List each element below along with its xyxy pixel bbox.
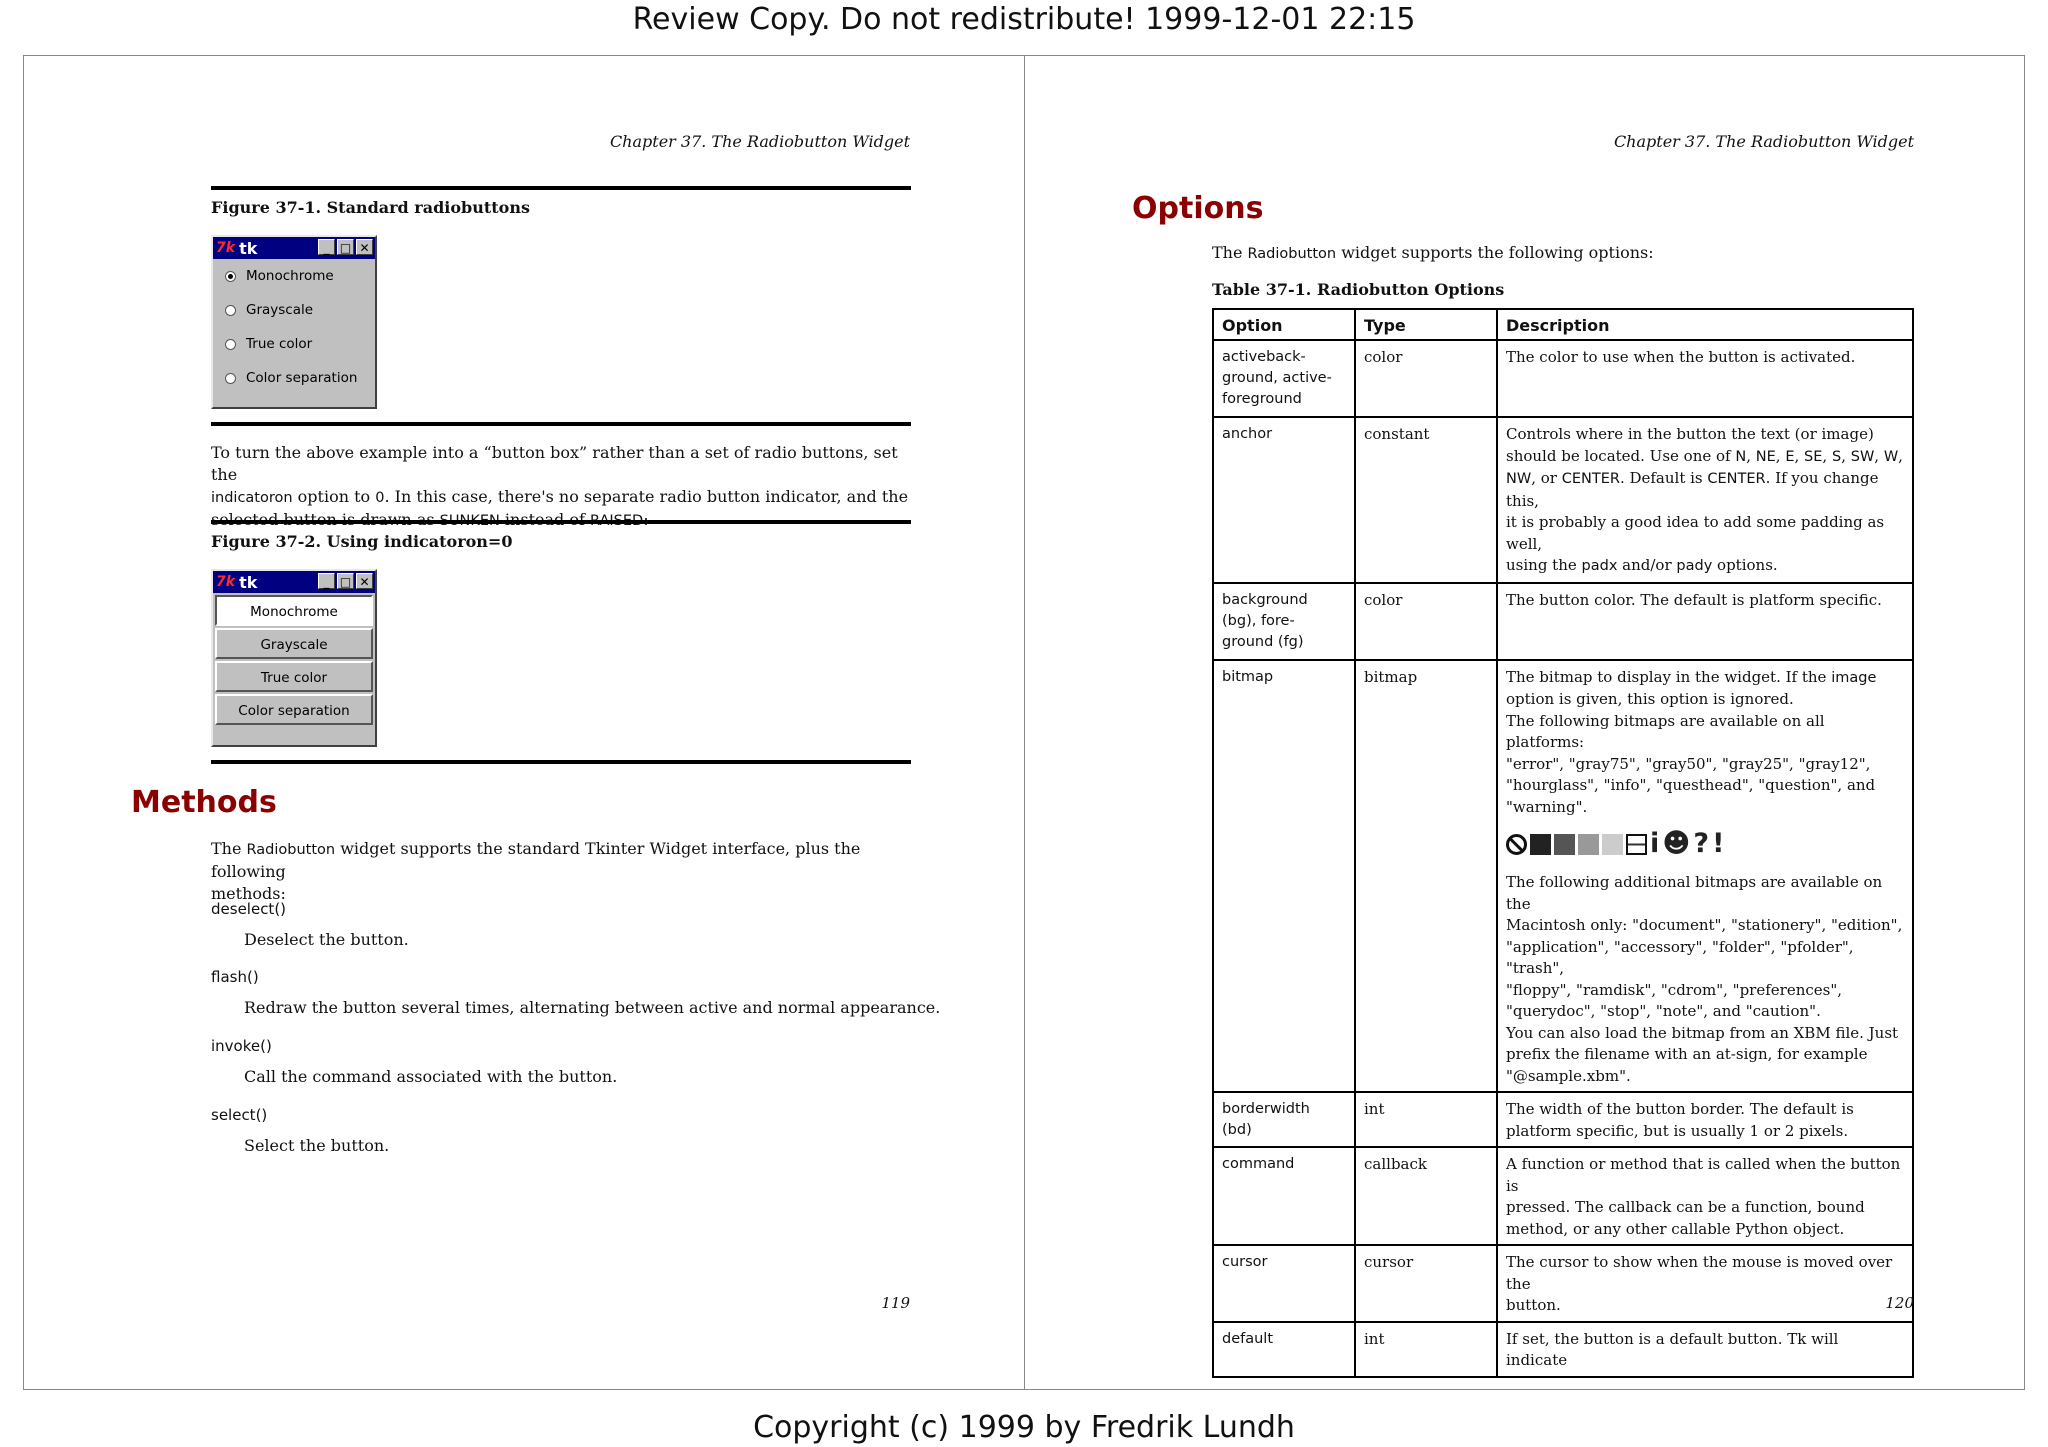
text: methods: xyxy=(211,884,286,903)
description-cell xyxy=(1497,1147,1913,1245)
table-row xyxy=(1213,1245,1913,1322)
methods-intro xyxy=(211,838,911,905)
method-invoke: invoke() xyxy=(211,1037,272,1055)
copyright-banner: Copyright (c) 1999 by Fredrik Lundh xyxy=(753,1410,1295,1445)
question-icon: ? xyxy=(1693,828,1710,859)
text: Macintosh only: "document", "stationery", "edition", xyxy=(1506,916,1903,934)
type-cell: int xyxy=(1355,1092,1497,1147)
text: The xyxy=(211,839,247,858)
text: "hourglass", "info", "questhead", "question", and xyxy=(1506,776,1876,794)
column-header-type: Type xyxy=(1355,309,1497,340)
text: . If you change this, xyxy=(1506,469,1879,510)
code: S xyxy=(1831,448,1842,465)
option-cell xyxy=(1213,583,1355,660)
radio-label: Grayscale xyxy=(246,302,314,318)
warning-icon: ! xyxy=(1712,828,1725,859)
review-copy-banner: Review Copy. Do not redistribute! 1999-12-01 22:15 xyxy=(632,2,1416,37)
tk-window-title: tk xyxy=(239,572,258,592)
text: ground (fg) xyxy=(1222,633,1304,650)
radio-true-color[interactable] xyxy=(213,327,375,361)
tk-title-bar xyxy=(213,571,375,593)
radio-indicator xyxy=(225,339,236,350)
method-deselect-desc: Deselect the button. xyxy=(244,930,409,949)
code: padx xyxy=(1581,558,1618,574)
description-cell xyxy=(1497,660,1913,1093)
close-icon[interactable]: ✕ xyxy=(356,573,373,589)
code: W xyxy=(1883,448,1899,465)
table-title: Table 37-1. Radiobutton Options xyxy=(1212,280,1505,299)
description-cell xyxy=(1497,1092,1913,1147)
error-icon xyxy=(1506,834,1527,855)
options-heading: Options xyxy=(1132,191,1264,226)
option-cell xyxy=(1213,340,1355,417)
code: CENTER xyxy=(1707,471,1766,487)
type-cell: color xyxy=(1355,583,1497,660)
text: options. xyxy=(1712,556,1778,574)
gray75-icon xyxy=(1530,834,1551,855)
type-cell: constant xyxy=(1355,417,1497,583)
button-grayscale[interactable]: Grayscale xyxy=(215,628,373,659)
figure-rule xyxy=(211,760,911,764)
text: borderwidth xyxy=(1222,1101,1310,1117)
text: button. xyxy=(1506,1296,1561,1314)
code: pady xyxy=(1676,558,1713,574)
page-number-left: 119 xyxy=(881,1294,910,1312)
button-color-separation[interactable]: Color separation xyxy=(215,694,373,725)
radio-label: Color separation xyxy=(246,370,358,386)
text: The following additional bitmaps are available on the xyxy=(1506,873,1883,913)
page-divider xyxy=(1024,55,1025,1390)
figure-rule xyxy=(211,520,911,524)
text: method, or any other callable Python object. xyxy=(1506,1219,1845,1238)
text: The cursor to show when the mouse is moved over the xyxy=(1506,1253,1893,1293)
minimize-icon[interactable]: _ xyxy=(318,573,335,589)
text: foreground xyxy=(1222,391,1302,407)
options-table xyxy=(1212,308,1914,1378)
code-image: image xyxy=(1831,669,1877,686)
option-cell: bitmap xyxy=(1213,660,1355,1093)
type-cell: bitmap xyxy=(1355,660,1497,1093)
code: N xyxy=(1735,448,1747,465)
text: background xyxy=(1222,591,1308,608)
radio-grayscale[interactable] xyxy=(213,293,375,327)
text: platform specific, but is usually 1 or 2 pixels. xyxy=(1506,1121,1849,1140)
code-zero: 0 xyxy=(375,490,385,506)
column-header-description: Description xyxy=(1497,309,1913,340)
method-select: select() xyxy=(211,1106,268,1124)
text: ground, active- xyxy=(1222,370,1332,386)
option-cell xyxy=(1213,1092,1355,1147)
text: should be located. Use one of xyxy=(1506,446,1736,465)
gray12-icon xyxy=(1602,834,1623,855)
info-icon: i xyxy=(1650,828,1660,859)
minimize-icon[interactable]: _ xyxy=(318,239,335,255)
running-head-right: Chapter 37. The Radiobutton Widget xyxy=(1613,132,1914,151)
text: The xyxy=(1212,243,1248,262)
text: and/or xyxy=(1617,556,1677,574)
description-cell: The button color. The default is platform specific. xyxy=(1497,583,1913,660)
maximize-icon[interactable]: □ xyxy=(337,239,354,255)
methods-heading: Methods xyxy=(131,785,277,820)
code: E xyxy=(1785,448,1795,465)
text: "@sample.xbm". xyxy=(1506,1066,1631,1085)
indicatoron-paragraph xyxy=(211,442,911,532)
figure-rule xyxy=(211,422,911,426)
type-cell: callback xyxy=(1355,1147,1497,1245)
method-flash-desc: Redraw the button several times, alternating between active and normal appearance. xyxy=(244,998,941,1017)
tk-logo-icon: 7k xyxy=(216,574,236,590)
code: NE xyxy=(1755,448,1776,465)
text: (bg), fore- xyxy=(1222,612,1295,629)
text: "error", "gray75", "gray50", "gray25", "gray12", xyxy=(1506,754,1871,773)
radio-label: Monochrome xyxy=(246,268,334,284)
text: using the xyxy=(1506,556,1582,574)
figure-2-title: Figure 37-2. Using indicatoron=0 xyxy=(211,532,513,551)
text: "application", "accessory", "folder", "pfolder", "trash", xyxy=(1506,937,1854,977)
button-monochrome-sunken[interactable]: Monochrome xyxy=(215,595,373,626)
type-cell: color xyxy=(1355,340,1497,417)
text: The width of the button border. The default is xyxy=(1506,1100,1854,1118)
text: prefix the filename with an at-sign, for example xyxy=(1506,1045,1868,1063)
method-deselect: deselect() xyxy=(211,900,287,918)
tk-window-title: tk xyxy=(239,238,258,258)
type-cell: cursor xyxy=(1355,1245,1497,1322)
text: You can also load the bitmap from an XBM file. Just xyxy=(1506,1023,1899,1042)
text: option to xyxy=(292,487,376,506)
running-head-left: Chapter 37. The Radiobutton Widget xyxy=(609,132,910,151)
text: A function or method that is called when the button is xyxy=(1506,1155,1901,1195)
text: (bd) xyxy=(1222,1122,1252,1138)
code: SE xyxy=(1804,448,1823,465)
table-row xyxy=(1213,340,1913,417)
close-icon[interactable]: ✕ xyxy=(356,239,373,255)
questhead-icon: ☻ xyxy=(1662,828,1691,859)
radio-indicator xyxy=(225,373,236,384)
tk-window-standard-radiobuttons xyxy=(211,235,377,409)
description-cell: If set, the button is a default button. Tk will indicate xyxy=(1497,1322,1913,1377)
text: widget supports the standard Tkinter Widget interface, plus the following xyxy=(211,839,861,881)
radio-indicator xyxy=(225,305,236,316)
option-cell: cursor xyxy=(1213,1245,1355,1322)
table-row xyxy=(1213,583,1913,660)
gray25-icon xyxy=(1578,834,1599,855)
method-select-desc: Select the button. xyxy=(244,1136,390,1155)
text: option is given, this option is ignored. xyxy=(1506,690,1794,708)
radio-monochrome[interactable] xyxy=(213,259,375,293)
code: NW xyxy=(1506,471,1532,487)
text: "querydoc", "stop", "note", and "caution". xyxy=(1506,1002,1821,1020)
text: pressed. The callback can be a function, bound xyxy=(1506,1198,1865,1216)
figure-1-title: Figure 37-1. Standard radiobuttons xyxy=(211,198,530,217)
text: widget supports the following options: xyxy=(1336,243,1654,262)
text: it is probably a good idea to add some padding as well, xyxy=(1506,513,1885,553)
maximize-icon[interactable]: □ xyxy=(337,573,354,589)
option-cell: command xyxy=(1213,1147,1355,1245)
builtin-bitmaps-strip xyxy=(1506,830,1904,858)
tk-logo-icon: 7k xyxy=(216,240,236,256)
tk-title-bar xyxy=(213,237,375,259)
tk-window-button-box xyxy=(211,569,377,747)
code: CENTER xyxy=(1561,471,1620,487)
method-flash: flash() xyxy=(211,968,259,986)
text: "warning". xyxy=(1506,797,1588,816)
code: SW xyxy=(1850,448,1875,465)
radio-color-separation[interactable] xyxy=(213,361,375,395)
hourglass-icon xyxy=(1626,834,1647,855)
text: activeback- xyxy=(1222,349,1306,365)
figure-rule xyxy=(211,186,911,190)
page-number-right: 120 xyxy=(1885,1294,1914,1312)
text: The bitmap to display in the widget. If the xyxy=(1506,667,1832,686)
type-cell: int xyxy=(1355,1322,1497,1377)
column-header-option: Option xyxy=(1213,309,1355,340)
table-row xyxy=(1213,1147,1913,1245)
table-row xyxy=(1213,1092,1913,1147)
code-radiobutton: Radiobutton xyxy=(1247,246,1337,262)
table-header-row xyxy=(1213,309,1913,340)
button-true-color[interactable]: True color xyxy=(215,661,373,692)
table-row xyxy=(1213,660,1913,1093)
description-cell: The color to use when the button is activated. xyxy=(1497,340,1913,417)
text: . Default is xyxy=(1619,469,1708,487)
code-radiobutton: Radiobutton xyxy=(246,842,336,858)
table-row xyxy=(1213,417,1913,583)
table-row xyxy=(1213,1322,1913,1377)
description-cell: Controls where in the button the text (or image) should be located. Use one of N, NE, E, SE, S, SW, W, NW, or CENTER. Default is CENTER. If you change this, it is probably a good idea to add some padding as well, using the padx and/or pady options. xyxy=(1497,417,1913,583)
text: "floppy", "ramdisk", "cdrom", "preferences", xyxy=(1506,980,1842,999)
radio-label: True color xyxy=(246,336,313,352)
options-intro xyxy=(1212,242,1654,265)
text: . In this case, there's no separate radio button indicator, and the xyxy=(384,487,909,506)
radio-indicator-selected xyxy=(225,271,236,282)
text: The following bitmaps are available on all platforms: xyxy=(1506,711,1825,751)
option-cell: anchor xyxy=(1213,417,1355,583)
gray50-icon xyxy=(1554,834,1575,855)
text: Controls where in the button the text (or image) xyxy=(1506,425,1874,443)
code-indicatoron: indicatoron xyxy=(211,490,293,506)
option-cell: default xyxy=(1213,1322,1355,1377)
text: To turn the above example into a “button box” rather than a set of radio buttons, set the xyxy=(211,443,898,484)
method-invoke-desc: Call the command associated with the button. xyxy=(244,1067,618,1086)
